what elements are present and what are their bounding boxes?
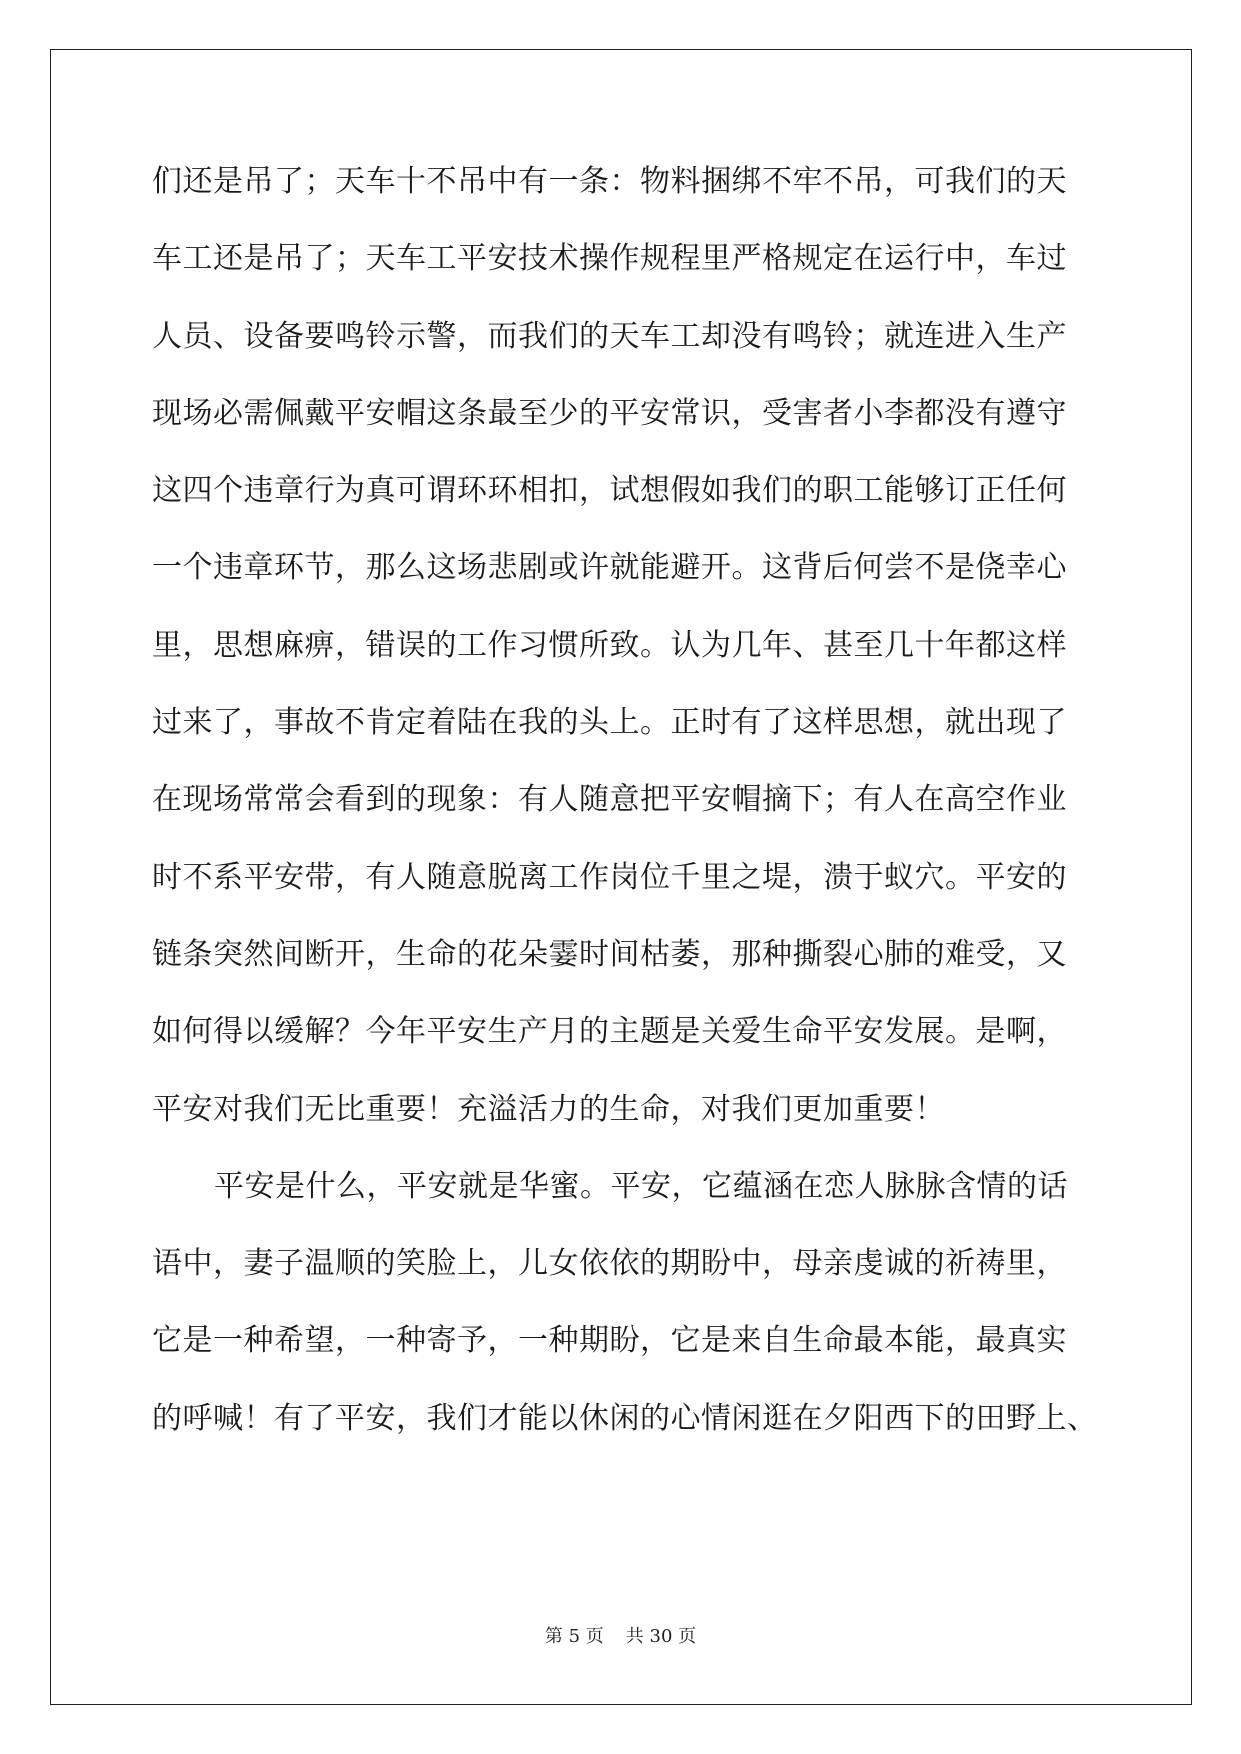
text-line: 链条突然间断开，生命的花朵霎时间枯萎，那种撕裂心肺的难受，又: [152, 936, 1067, 972]
document-body: [152, 162, 1112, 1476]
text-line: 这四个违章行为真可谓环环相扣，试想假如我们的职工能够订正任何: [152, 473, 1067, 509]
page-number: 第 5 页: [544, 1626, 604, 1647]
page-footer: [0, 1622, 1241, 1648]
text-line: 们还是吊了；天车十不吊中有一条：物料捆绑不牢不吊，可我们的天: [152, 164, 1067, 199]
text-line: 时不系平安带，有人随意脱离工作岗位千里之堤，溃于蚁穴。平安的: [152, 859, 1067, 895]
text-line: 现场必需佩戴平安帽这条最至少的平安常识，受害者小李都没有遵守: [152, 395, 1067, 431]
text-line: 里，思想麻痹，错误的工作习惯所致。认为几年、甚至几十年都这样: [152, 627, 1067, 663]
text-line: 语中，妻子温顺的笑脸上，儿女依依的期盼中，母亲虔诚的祈祷里，: [152, 1246, 1067, 1282]
text-line: 如何得以缓解？今年平安生产月的主题是关爱生命平安发展。是啊，: [152, 1014, 1067, 1050]
page-total: 共 30 页: [625, 1626, 697, 1647]
text-line: 过来了，事故不肯定着陆在我的头上。正时有了这样思想，就出现了: [152, 705, 1067, 741]
text-line: 一个违章环节，那么这场悲剧或许就能避开。这背后何尝不是侥幸心: [152, 550, 1067, 586]
paragraph-start-line: 平安是什么，平安就是华蜜。平安，它蕴涵在恋人脉脉含情的话: [214, 1168, 1068, 1204]
text-line: 它是一种希望，一种寄予，一种期盼，它是来自生命最本能，最真实: [152, 1323, 1067, 1359]
text-line: 在现场常常会看到的现象：有人随意把平安帽摘下；有人在高空作业: [152, 782, 1067, 818]
text-line: 人员、设备要鸣铃示警，而我们的天车工却没有鸣铃；就连进入生产: [152, 318, 1067, 354]
text-line: 平安对我们无比重要！充溢活力的生命，对我们更加重要！: [152, 1091, 945, 1127]
text-line: 的呼喊！有了平安，我们才能以休闲的心情闲逛在夕阳西下的田野上、: [152, 1400, 1098, 1436]
text-line: 车工还是吊了；天车工平安技术操作规程里严格规定在运行中，车过: [152, 241, 1067, 277]
